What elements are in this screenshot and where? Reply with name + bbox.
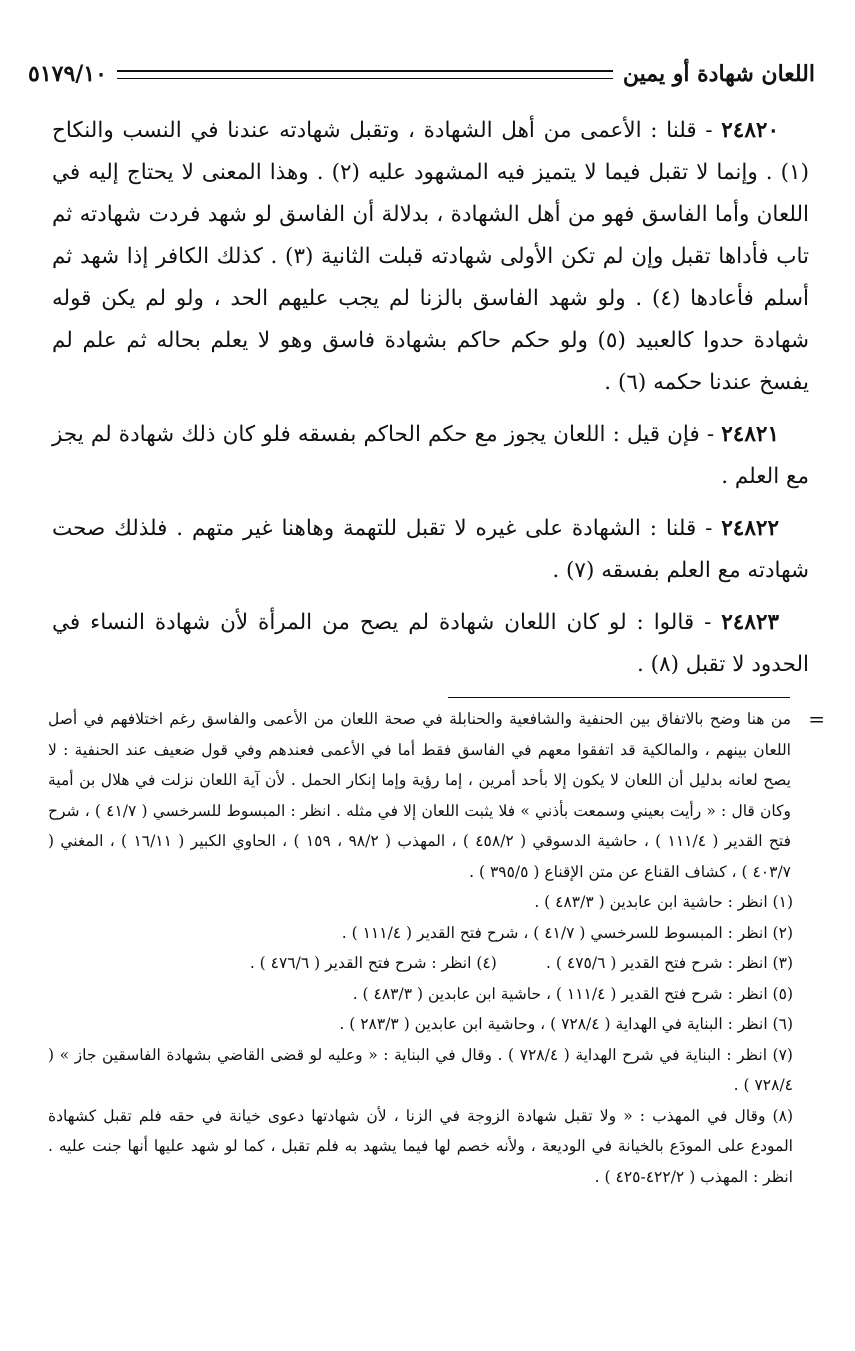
running-title: اللعان شهادة أو يمين: [622, 61, 815, 87]
footnote: (٢) انظر : المبسوط للسرخسي ( ٤١/٧ ) ، شرح فتح القدير ( ١١١/٤ ) .: [341, 923, 793, 942]
footnote: (٧) انظر : البناية في شرح الهداية ( ٧٢٨/٤ ) . وقال في البناية : « وعليه لو قضى القاضي بشهادة الفاسقين جاز » ( ٧٢٨/٤ ) .: [48, 1045, 793, 1094]
paragraph-number: ٢٤٨٢٠: [721, 118, 779, 143]
footnote: (٣) انظر : شرح فتح القدير ( ٤٧٥/٦ ) . (٤) انظر : شرح فتح القدير ( ٤٧٦/٦ ) .: [249, 954, 793, 972]
main-text: [52, 110, 809, 696]
footnotes: [48, 704, 825, 1192]
page-number: ٥١٧٩/١٠: [28, 61, 107, 87]
paragraph-number: ٢٤٨٢١: [721, 422, 779, 447]
footnote-continuation: [48, 704, 825, 887]
footnote-separator: [448, 697, 790, 698]
paragraph-text: - قالوا : لو كان اللعان شهادة لم يصح من المرأة لأن شهادة النساء في الحدود لا تقبل (٨) .: [52, 610, 809, 677]
footnote: (٦) انظر : البناية في الهداية ( ٧٢٨/٤ ) ، وحاشية ابن عابدين ( ٢٨٣/٣ ) .: [339, 1015, 793, 1033]
paragraph: [52, 110, 809, 404]
header-rule: [117, 70, 613, 79]
footnote: (٨) وقال في المهذب : « ولا تقبل شهادة الزوجة في الزنا ، لأن شهادتها دعوى خيانة في حقه فلم تقبل كشهادة المودع على المودَع بالخيانة في الوديعة ، ولأنه خصم لها فيما يشهد به فلم تقبل ، كما لو شهد عليها أنها جنت عليه . انظر : المهذب ( ٤٢٢/٢-٤٢٥ ) .: [48, 1106, 793, 1186]
paragraph-text: - فإن قيل : اللعان يجوز مع حكم الحاكم بفسقه فلو كان ذلك شهادة لم يجز مع العلم .: [52, 422, 809, 489]
paragraph: [52, 414, 809, 498]
footnote: (٥) انظر : شرح فتح القدير ( ١١١/٤ ) ، حاشية ابن عابدين ( ٤٨٣/٣ ) .: [352, 984, 793, 1003]
paragraph: [52, 602, 809, 686]
continuation-mark: =: [808, 707, 825, 731]
running-header: [28, 54, 815, 94]
footnote-continuation-text: من هنا وضح بالاتفاق بين الحنفية والشافعية والحنابلة في صحة اللعان من الأعمى والفاسق رغم اختلافهم في أصل اللعان بينهم ، والمالكية قد اتفقوا معهم في الفاسق فقط أما في الأعمى فعندهم وفي قول ضعيف عند الحنفية : لا يصح لعانه بدليل أن اللعان لا يكون إلا بأحد أمرين ، إما رؤية وإما إنكار الحمل . لأن آية اللعان نزلت في هلال بن أمية وكان قال : « رأيت بعيني وسمعت بأذني » فلا يثبت اللعان إلا في مثله . انظر : المبسوط للسرخسي ( ٤١/٧ ) ، شرح فتح القدير ( ١١١/٤ ) ، حاشية الدسوقي ( ٤٥٨/٢ ) ، المهذب ( ٩٨/٢ ، ١٥٩ ) ، الحاوي الكبير ( ١٦/١١ ) ، المغني ( ٤٠٣/٧ ) ، كشاف القناع عن متن الإقناع ( ٣٩٥/٥ ) .: [48, 710, 792, 881]
footnote: (١) انظر : حاشية ابن عابدين ( ٤٨٣/٣ ) .: [534, 893, 793, 911]
paragraph-text: - قلنا : الأعمى من أهل الشهادة ، وتقبل شهادته عندنا في النسب والنكاح (١) . وإنما لا تقبل فيما لا يتميز فيه المشهود عليه (٢) . وهذا المعنى لا يحتاج إليه في اللعان وأما الفاسق فهو من أهل الشهادة ، بدلالة أن الفاسق لو شهد فردت شهادته ثم تاب فأداها تقبل وإن لم تكن الأولى شهادته قبلت الثانية (٣) . كذلك الكافر إذا شهد ثم أسلم فأعادها (٤) . ولو شهد الفاسق بالزنا لم يجب عليهم الحد ، ولو لم يكن قوله شهادة حدوا كالعبيد (٥) ولو حكم حاكم بشهادة فاسق وهو لا يعلم بحاله ثم علم لم يفسخ عندنا حكمه (٦) .: [52, 118, 809, 395]
paragraph-text: - قلنا : الشهادة على غيره لا تقبل للتهمة وهاهنا غير متهم . فلذلك صحت شهادته مع العلم بفسقه (٧) .: [52, 516, 809, 583]
paragraph-number: ٢٤٨٢٢: [721, 516, 779, 541]
paragraph-number: ٢٤٨٢٣: [721, 610, 779, 635]
paragraph: [52, 508, 809, 592]
